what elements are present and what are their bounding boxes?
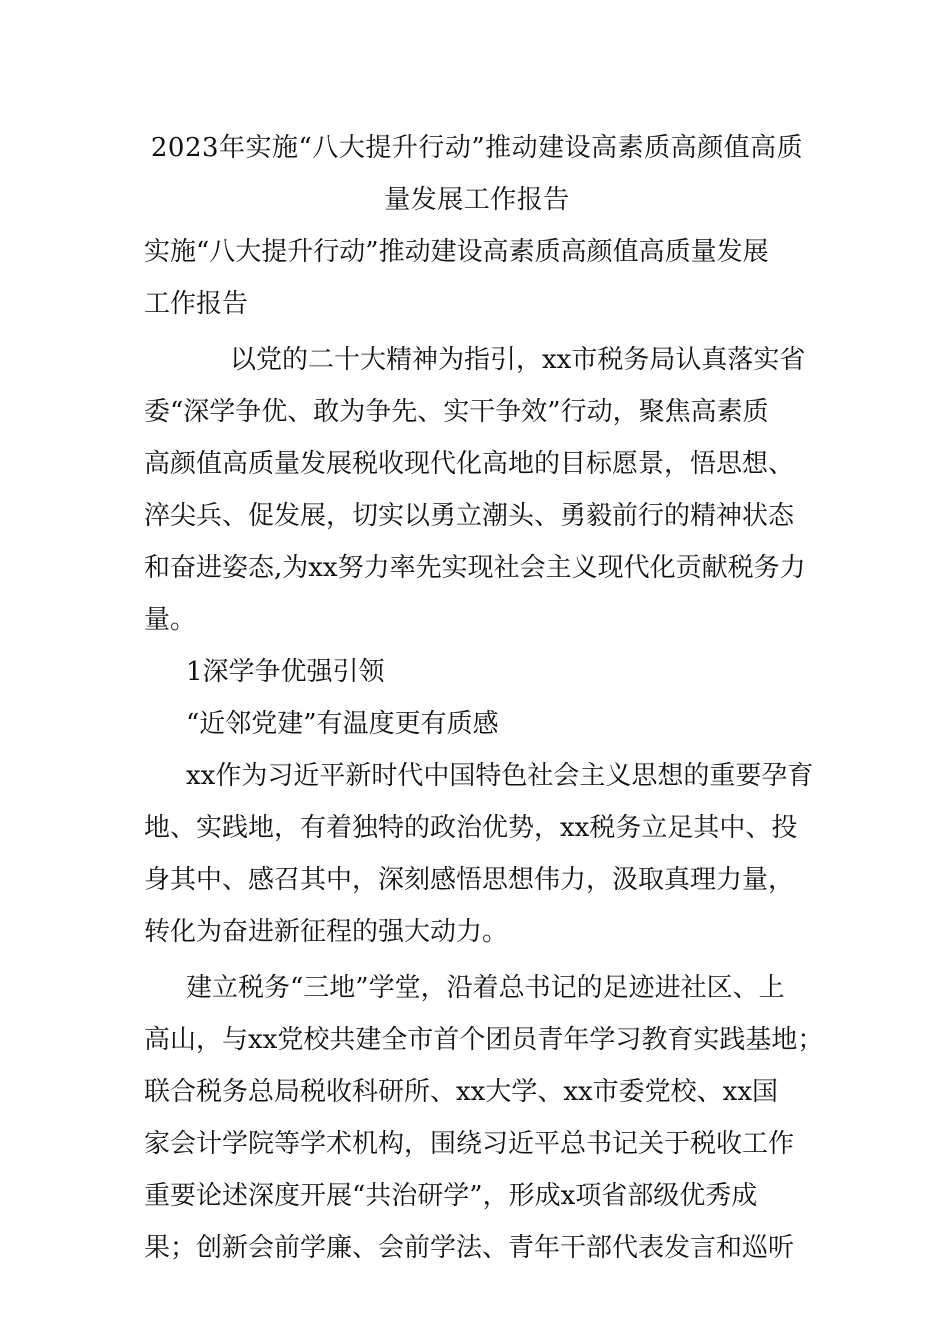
sub-heading: “近邻党建”有温度更有质感 [186, 709, 499, 739]
paragraph-1 [144, 750, 814, 958]
para2-line-1: 建立税务“三地”学堂，沿着总书记的足迹进社区、上 [186, 973, 785, 1003]
subtitle-line-1: 实施“八大提升行动”推动建设高素质高颜值高质量发展 [144, 237, 769, 267]
title-line-1: 2023年实施“八大提升行动”推动建设高素质高颜值高质 [150, 133, 804, 163]
intro-line-2: 委“深学争优、敢为争先、实干争效”行动，聚焦高素质 [144, 397, 769, 427]
intro-paragraph [144, 334, 810, 646]
intro-line-1: 以党的二十大精神为指引，xx市税务局认真落实省 [230, 345, 806, 375]
section-heading: 1深学争优强引领 [186, 657, 385, 687]
para2-line-6: 果；创新会前学廉、会前学法、青年干部代表发言和巡听 [144, 1233, 795, 1263]
title-line-2: 量发展工作报告 [384, 185, 570, 215]
para1-line-4: 转化为奋进新征程的强大动力。 [144, 917, 509, 947]
para1-line-1: xx作为习近平新时代中国特色社会主义思想的重要孕育 [186, 761, 814, 791]
para2-line-4: 家会计学院等学术机构，围绕习近平总书记关于税收工作 [144, 1129, 795, 1159]
intro-line-6: 量。 [144, 605, 197, 635]
intro-line-3: 高颜值高质量发展税收现代化高地的目标愿景，悟思想、 [144, 449, 795, 479]
para1-line-2: 地、实践地，有着独特的政治优势，xx税务立足其中、投 [144, 813, 798, 843]
para2-line-5: 重要论述深度开展“共治研学”，形成x项省部级优秀成 [144, 1181, 758, 1211]
paragraph-2 [144, 962, 824, 1274]
para2-line-3: 联合税务总局税收科研所、xx大学、xx市委党校、xx国 [144, 1077, 778, 1107]
subtitle-line-2: 工作报告 [144, 289, 249, 319]
document-title [144, 122, 810, 226]
para2-line-2: 高山，与xx党校共建全市首个团员青年学习教育实践基地； [144, 1025, 824, 1055]
intro-line-4: 淬尖兵、促发展，切实以勇立潮头、勇毅前行的精神状态 [144, 501, 795, 531]
para1-line-3: 身其中、感召其中，深刻感悟思想伟力，汲取真理力量， [144, 865, 795, 895]
document-subtitle [144, 226, 810, 330]
intro-line-5: 和奋进姿态,为xx努力率先实现社会主义现代化贡献税务力 [144, 553, 806, 583]
